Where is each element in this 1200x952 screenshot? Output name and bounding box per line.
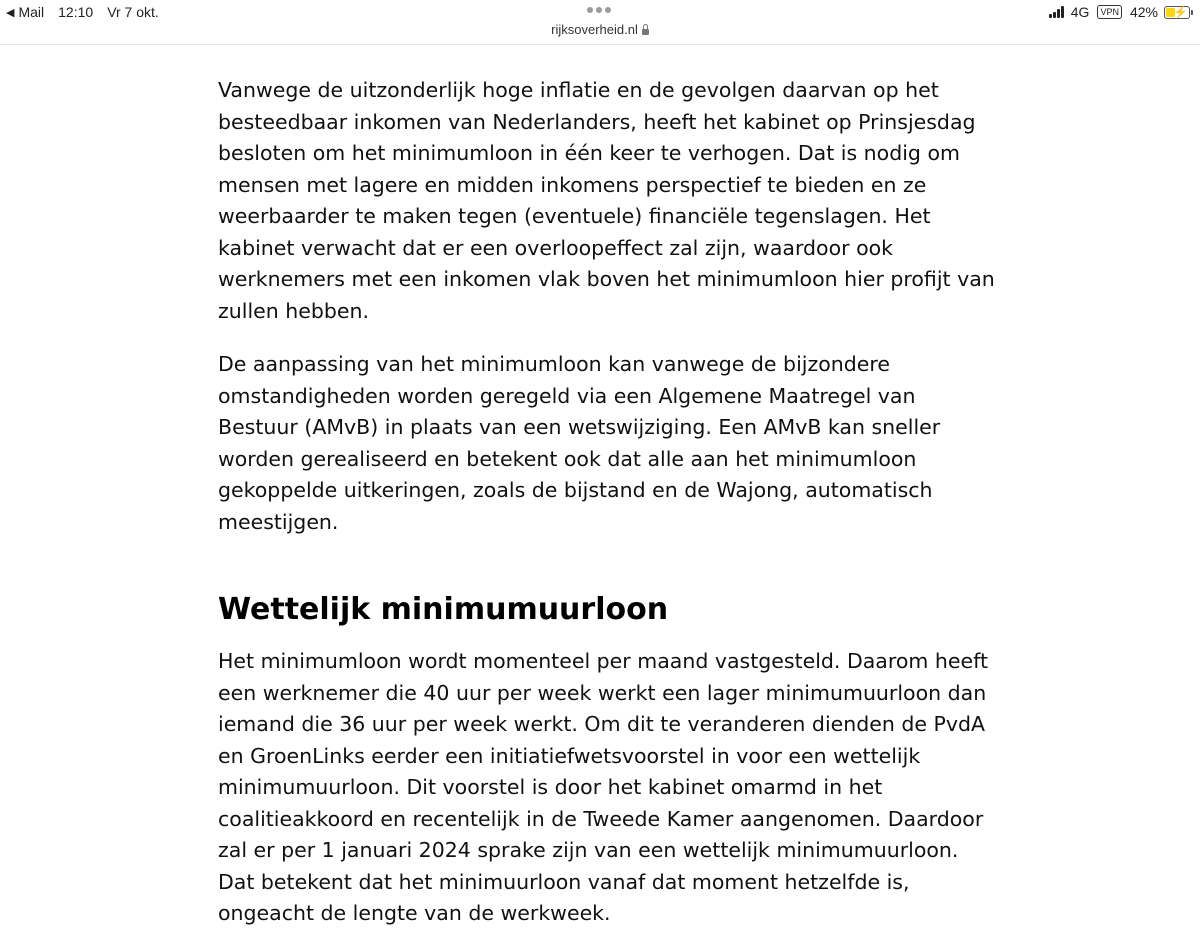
article-paragraph-1: Vanwege de uitzonderlijk hoge inflatie en de gevolgen daarvan op het besteedbaar inkomen van Nederlanders, heeft het kabinet op Prinsjesdag besloten om het minimumloon in één keer te verhogen. Dat is nodig om mensen met lagere en midden inkomens perspectief te bieden en ze weerbaarder te maken tegen (eventuele) financiële tegenslagen. Het kabinet verwacht dat er een overloopeffect zal zijn, waardoor ook werknemers met een inkomen vlak boven het minimumloon hier profijt van zullen hebben.	[218, 78, 995, 323]
article-paragraph-2: De aanpassing van het minimumloon kan vanwege de bijzondere omstandigheden worden geregeld via een Algemene Maatregel van Bestuur (AMvB) in plaats van een wetswijziging. Een AMvB kan sneller worden gerealiseerd en betekent ook dat alle aan het minimumloon gekoppelde uitkeringen, zoals de bijstand en de Wajong, automatisch meestijgen.	[218, 352, 941, 534]
network-type: 4G	[1070, 4, 1090, 20]
vpn-badge: VPN	[1097, 5, 1122, 19]
lock-icon	[642, 29, 649, 35]
back-arrow-icon[interactable]: ◀	[6, 6, 15, 19]
back-app-label[interactable]: Mail	[18, 4, 45, 20]
article-body	[218, 75, 998, 952]
article-paragraph-3: Het minimumloon wordt momenteel per maand vastgesteld. Daarom heeft een werknemer die 40 uur per week werkt een lager minimumuurloon dan iemand die 36 uur per week werkt. Om dit te veranderen dienden de PvdA en GroenLinks eerder een initiatiefwetsvoorstel in voor een wettelijk minimumuurloon. Dit voorstel is door het kabinet omarmd in het coalitieakkoord en recentelijk in de Tweede Kamer aangenomen. Daardoor zal er per 1 januari 2024 sprake zijn van een wettelijk minimumuurloon. Dat betekent dat het minimuurloon vanaf dat moment hetzelfde is, ongeacht de lengte van de werkweek.	[218, 649, 988, 925]
address-bar[interactable]	[0, 22, 1200, 37]
status-time: 12:10	[58, 4, 94, 20]
toolbar-divider	[0, 44, 1200, 45]
multitasking-dots[interactable]	[587, 7, 614, 13]
status-right	[1049, 4, 1190, 20]
section-heading: Wettelijk minimumuurloon	[218, 592, 669, 627]
status-left	[6, 4, 173, 20]
status-date: Vr 7 okt.	[107, 4, 159, 20]
status-bar	[0, 0, 1200, 24]
signal-icon	[1049, 6, 1065, 18]
address-domain[interactable]: rijksoverheid.nl	[551, 22, 638, 37]
battery-charging-icon: ⚡	[1164, 6, 1190, 19]
battery-percentage: 42%	[1129, 4, 1158, 20]
